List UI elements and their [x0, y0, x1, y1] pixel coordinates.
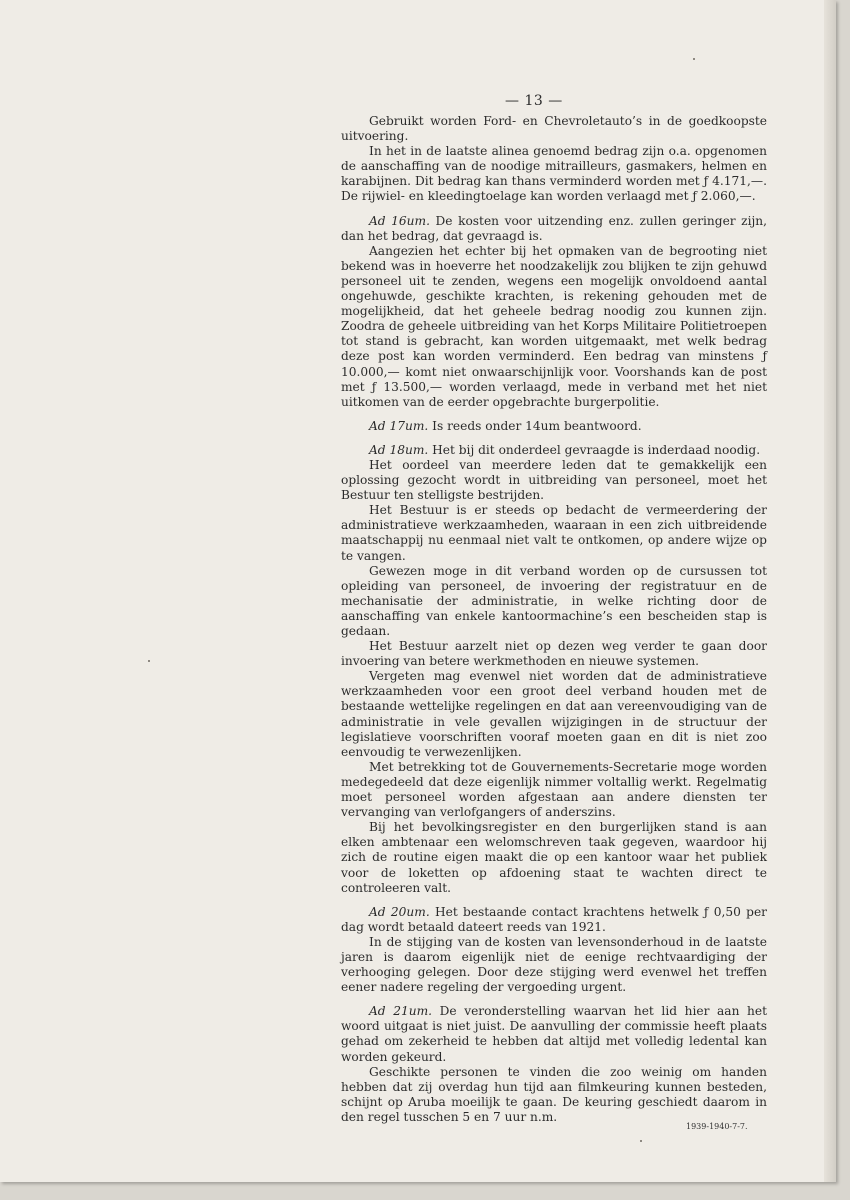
paragraph: In de stijging van de kosten van levensonderhoud in de laatste jaren is daarom eigenlijk niet de eenige rechtvaardiging der verhooging gelegen. Door deze stijging werd evenwel het treffen eener nadere regeling der vergoeding urgent.	[341, 934, 767, 995]
paragraph: Het Bestuur is er steeds op bedacht de vermeerdering der administratieve werkzaamheden, waaraan in een zich uitbreidende maatschappij nu eenmaal niet valt te ontkomen, op andere wijze op te vangen.	[341, 503, 767, 563]
section-label: Ad 20um.	[369, 904, 430, 919]
paragraph: Gewezen moge in dit verband worden op de cursussen tot opleiding van personeel, de invoering der registratuur en de mechanisatie der administratie, in welke richting door de aanschaffing van enkele kantoormachine’s een bescheiden stap is gedaan.	[341, 563, 767, 638]
paragraph: Het oordeel van meerdere leden dat te gemakkelijk een oplossing gezocht wordt in uitbreiding van personeel, moet het Bestuur ten stelligste bestrijden.	[341, 457, 767, 503]
paragraph: Ad 16um. De kosten voor uitzending enz. zullen geringer zijn, dan het bedrag, dat gevraagd is.	[341, 213, 768, 243]
paper-speck	[148, 660, 150, 662]
paragraph: Ad 20um. Het bestaande contact krachtens hetwelk ƒ 0,50 per dag wordt betaald dateert reeds van 1921.	[341, 904, 767, 934]
page-edge	[824, 0, 836, 1182]
paragraph: Het Bestuur aarzelt niet op dezen weg verder te gaan door invoering van betere werkmethoden en nieuwe systemen.	[341, 639, 767, 669]
section-label: Ad 16um.	[369, 213, 430, 228]
paragraph: Aangezien het echter bij het opmaken van de begrooting niet bekend was in hoeverre het noodzakelijk zou blijken te zijn gehuwd personeel uit te zenden, wegens een mogelijk onvoldoend aantal ongehuwde, geschikte krachten, is rekening gehouden met de mogelijkheid, dat het geheele bedrag noodig zou kunnen zijn. Zoodra de geheele uitbreiding van het Korps Militaire Politietroepen tot stand is gebracht, kan worden uitgemaakt, met welk bedrag deze post kan worden verminderd. Een bedrag van minstens ƒ 10.000,— komt niet onwaarschijnlijk voor. Voorshands kan de post met ƒ 13.500,— worden verlaagd, mede in verband met het niet uitkomen van de eerder opgebrachte burgerpolitie.	[341, 243, 767, 409]
section-label: Ad 18um.	[369, 442, 429, 457]
paragraph: Ad 17um. Is reeds onder 14um beantwoord.	[369, 418, 642, 433]
paragraph: Bij het bevolkingsregister en den burgerlijken stand is aan elken ambtenaar een welomschreven taak gegeven, waardoor hij zich de routine eigen maakt die op een kantoor waar het publiek voor de loketten op afdoening staat te wachten direct te controleeren valt.	[341, 820, 767, 895]
page-number: — 13 —	[505, 93, 563, 109]
paper-speck	[693, 58, 695, 60]
section-label: Ad 17um.	[369, 418, 429, 433]
paper-speck	[640, 1140, 642, 1142]
paragraph: Geschikte personen te vinden die zoo weinig om handen hebben dat zij overdag hun tijd aan filmkeuring kunnen besteden, schijnt op Aruba moeilijk te gaan. De keuring geschiedt daarom in den regel tusschen 5 en 7 uur n.m.	[341, 1064, 767, 1124]
paragraph: Ad 21um. De veronderstelling waarvan het lid hier aan het woord uitgaat is niet juist. De aanvulling der commissie heeft plaats gehad om zekerheid te hebben dat altijd met volledig ledental kan worden gekeurd.	[341, 1004, 767, 1064]
paragraph: In het in de laatste alinea genoemd bedrag zijn o.a. opgenomen de aanschaffing van de noodige mitrailleurs, gasmakers, helmen en karabijnen. Dit bedrag kan thans verminderd worden met ƒ 4.171,—. De rijwiel- en kleedingtoelage kan worden verlaagd met ƒ 2.060,—.	[341, 144, 767, 204]
paragraph: Gebruikt worden Ford- en Chevroletauto’s in de goedkoopste uitvoering.	[341, 114, 767, 144]
body-text	[341, 114, 767, 1125]
paragraph: Ad 18um. Het bij dit onderdeel gevraagde is inderdaad noodig.	[369, 442, 761, 457]
archive-reference: 1939-1940-7-7.	[686, 1122, 748, 1131]
paragraph: Met betrekking tot de Gouvernements-Secretarie moge worden medegedeeld dat deze eigenlijk nimmer voltallig werkt. Regelmatig moet personeel worden afgestaan aan andere diensten ter vervanging van verlofgangers of anderszins.	[341, 759, 767, 820]
section-label: Ad 21um.	[369, 1004, 432, 1019]
paragraph: Vergeten mag evenwel niet worden dat de administratieve werkzaamheden voor een groot deel verband houden met de bestaande wettelijke regelingen en dat aan vereenvoudiging van de administratie in vele gevallen wijzigingen in de structuur der legislatieve voorschriften vooraf moeten gaan en dit is niet zoo eenvoudig te verwezenlijken.	[341, 669, 767, 759]
